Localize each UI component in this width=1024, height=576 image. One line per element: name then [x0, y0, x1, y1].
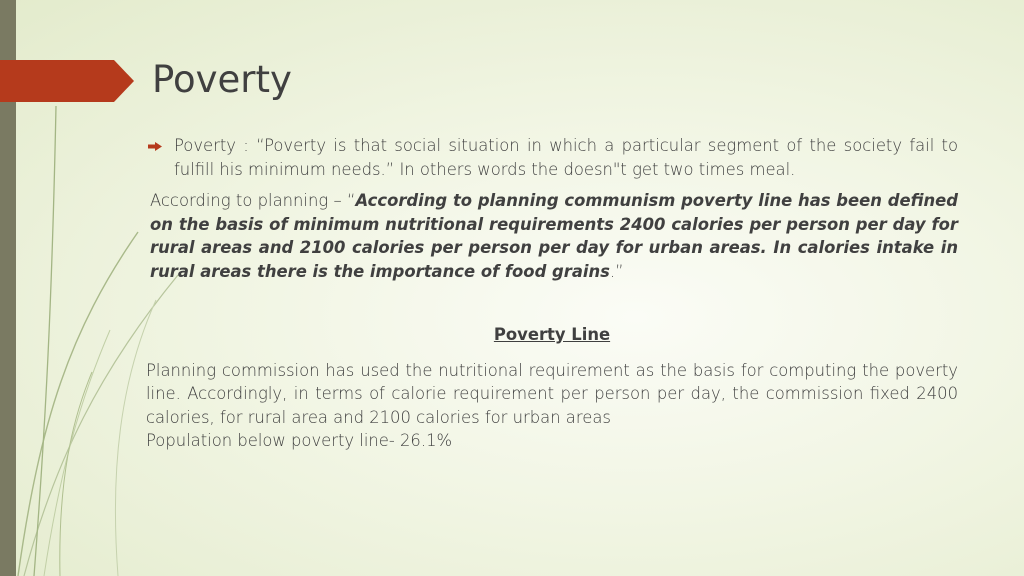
definition-text: Poverty : “Poverty is that social situation in which a particular segment of the society fail to fulfill his minimum needs.” In others words the doesn"t get two times meal. [174, 136, 958, 179]
section-heading-poverty-line: Poverty Line [493, 325, 611, 344]
bullet-item [146, 134, 958, 181]
page-title: Poverty [152, 58, 292, 101]
poverty-line-body: Planning commission has used the nutritional requirement as the basis for computing the poverty line. Accordingly, in terms of calorie requirement per person per day, the commission fixed 2400 calories, for rural area and 2100 calories for urban areas [146, 360, 958, 427]
title-accent-arrow [0, 60, 134, 102]
planning-paragraph [146, 189, 958, 283]
planning-lead: According to planning – “ [150, 191, 356, 210]
poverty-stat: Population below poverty line- 26.1% [146, 431, 453, 450]
arrow-bullet-icon [148, 142, 162, 151]
planning-emphasis: According to planning communism poverty line has been defined on the basis of minimum nutritional requirements 2400 calories per person per day for rural areas and 2100 calories per person per day for urban areas. In calories intake in rural areas there is the importance of food grains [150, 191, 958, 281]
planning-tail: .” [609, 261, 624, 281]
slide-body [146, 134, 958, 453]
